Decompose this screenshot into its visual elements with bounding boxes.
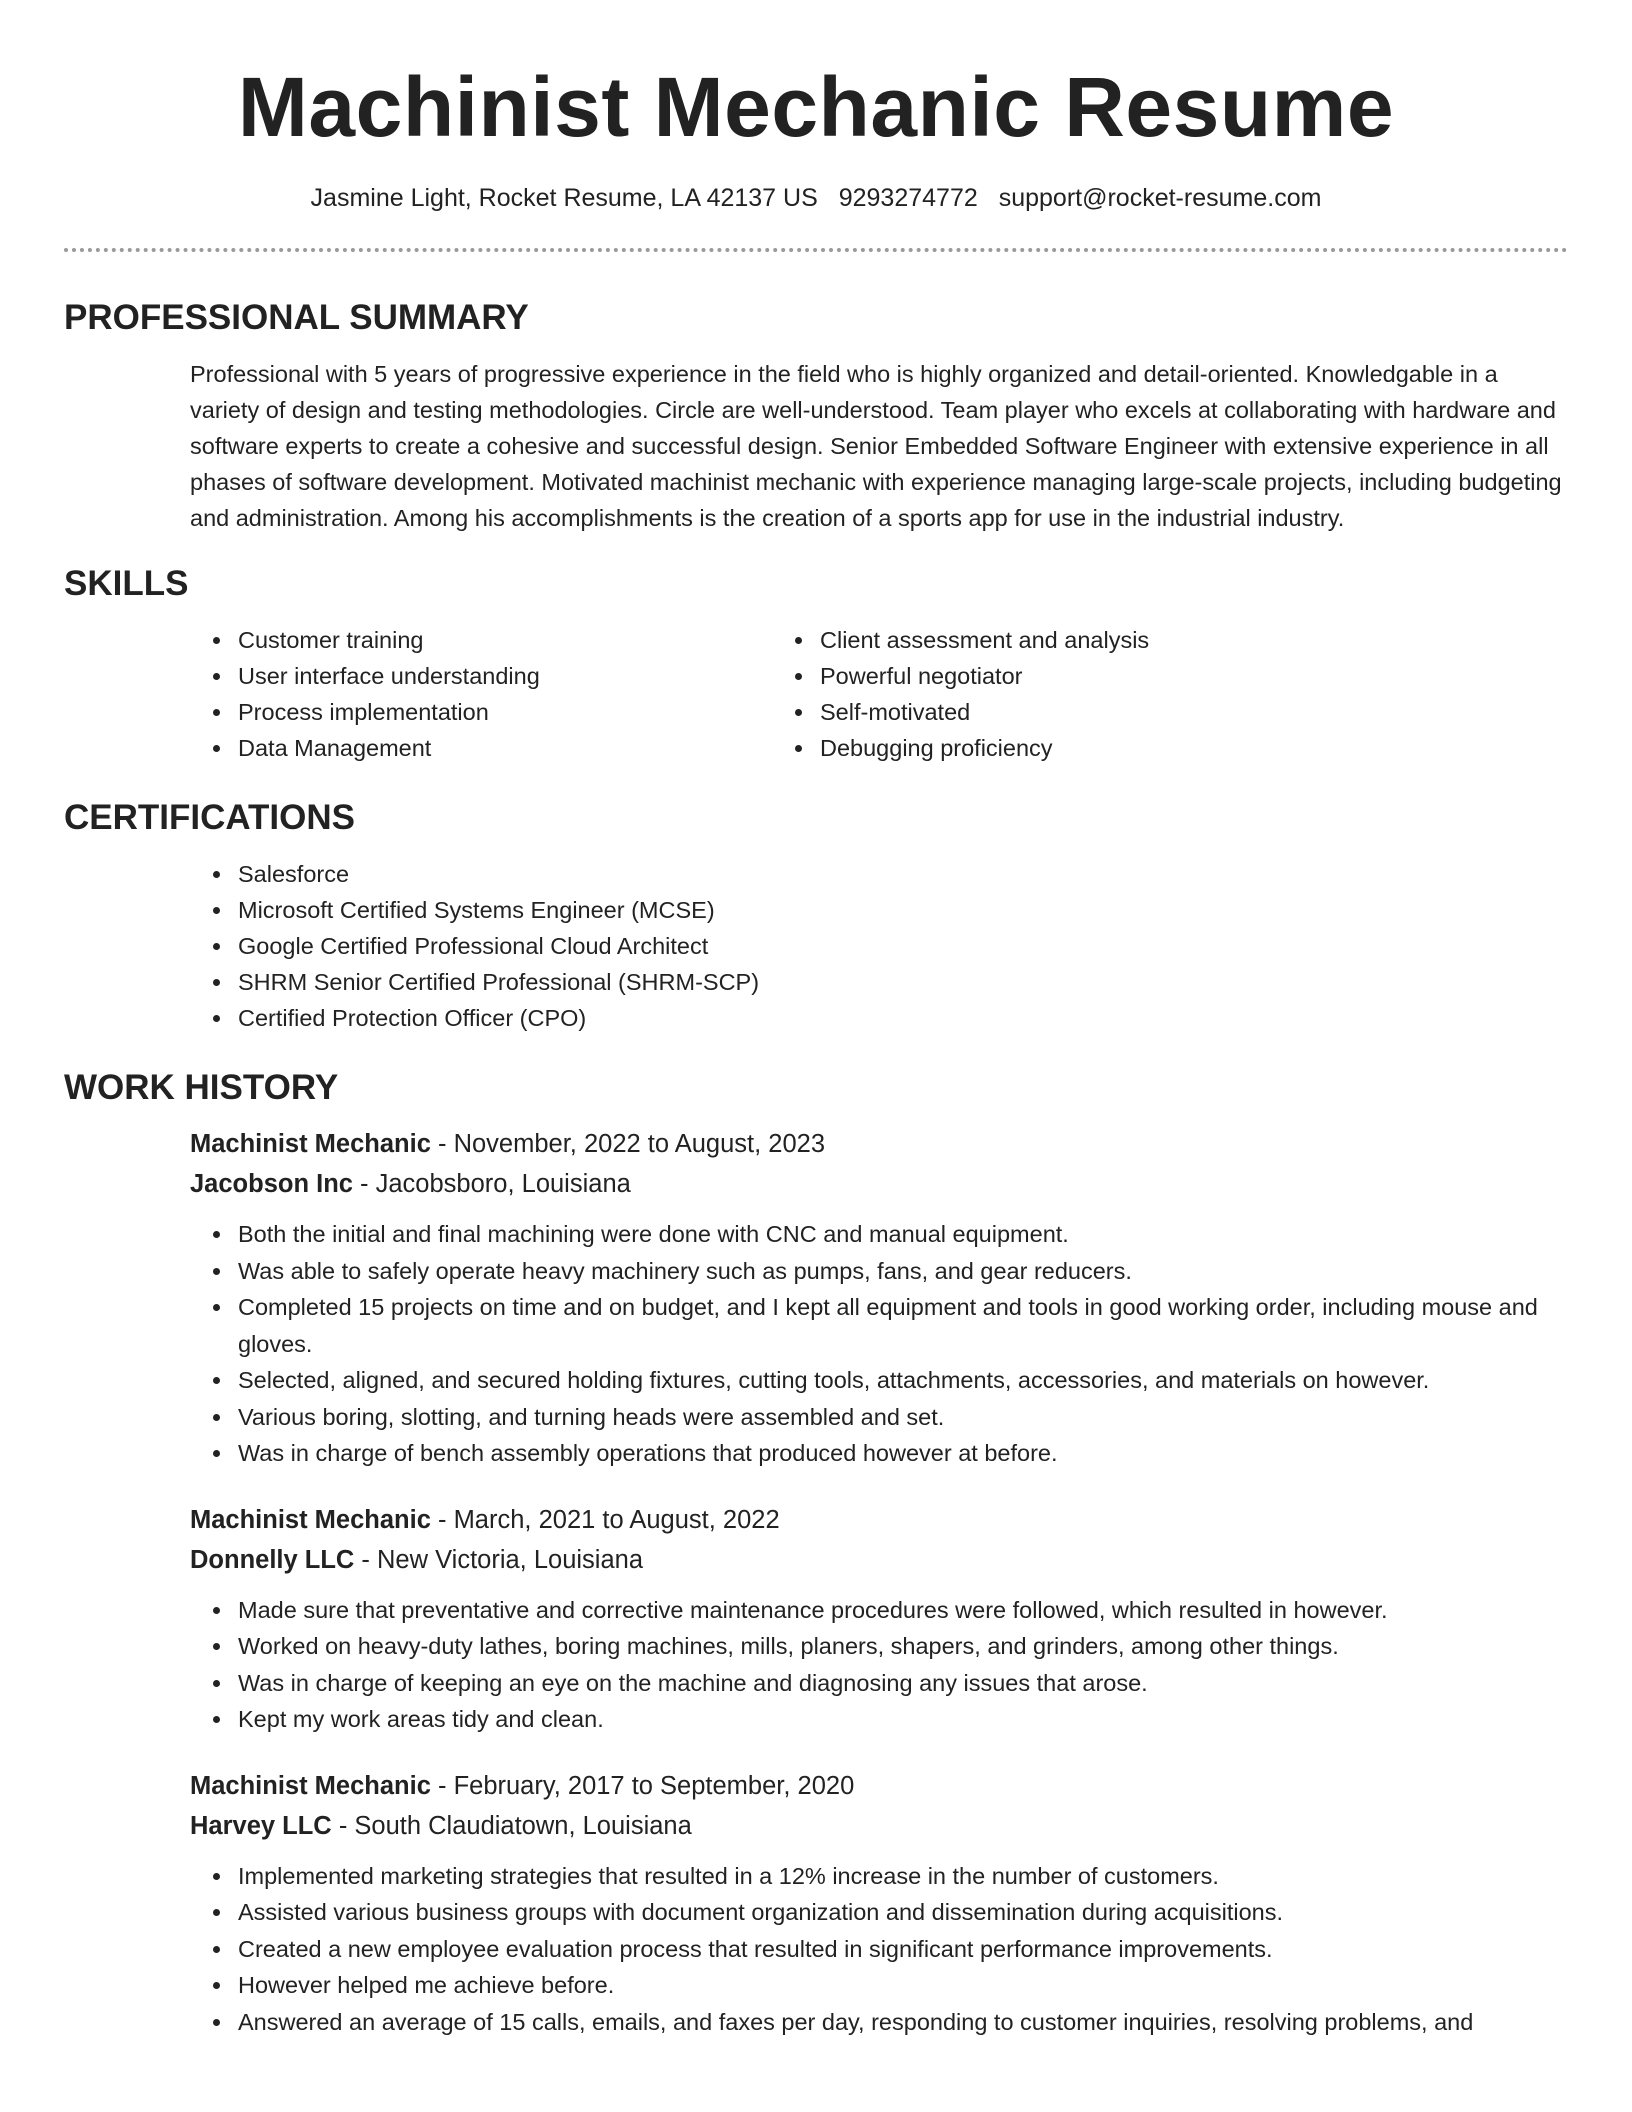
contact-email: support@rocket-resume.com	[998, 184, 1322, 212]
job-duty: • Was in charge of keeping an eye on the machine and diagnosing any issues that arose.	[234, 1665, 1568, 1702]
job-location: - South Claudiatown, Louisiana	[331, 1811, 692, 1840]
skill-item: • Powerful negotiator	[816, 658, 1398, 694]
job-duties	[64, 1858, 1568, 2041]
job-company-line	[190, 1806, 1568, 1846]
contact-address: Jasmine Light, Rocket Resume, LA 42137 US	[310, 184, 818, 212]
summary-heading: PROFESSIONAL SUMMARY	[64, 298, 529, 337]
job-duty: • Answered an average of 15 calls, emails, and faxes per day, responding to customer inquiries, resolving problems, and	[234, 2004, 1568, 2041]
skill-item: • Process implementation	[234, 694, 816, 730]
contact-phone: 9293274772	[838, 184, 978, 212]
skill-item: • Data Management	[234, 730, 816, 766]
job-location: - Jacobsboro, Louisiana	[352, 1170, 631, 1198]
job-duty: • Worked on heavy-duty lathes, boring machines, mills, planers, shapers, and grinders, among other things.	[234, 1628, 1568, 1665]
job-duty: • Both the initial and final machining were done with CNC and manual equipment.	[234, 1216, 1568, 1253]
certification-item: • Google Certified Professional Cloud Architect	[234, 928, 1568, 964]
skill-item: • Client assessment and analysis	[816, 622, 1398, 658]
job-duty: • However helped me achieve before.	[234, 1967, 1568, 2004]
job-title: Machinist Mechanic	[190, 1130, 431, 1158]
job-duty: • Was able to safely operate heavy machinery such as pumps, fans, and gear reducers.	[234, 1253, 1568, 1290]
job-company: Jacobson Inc	[190, 1170, 353, 1198]
job-duties	[64, 1592, 1568, 1738]
job-dates: - March, 2021 to August, 2022	[430, 1505, 780, 1534]
job-duty: • Made sure that preventative and corrective maintenance procedures were followed, which resulted in however.	[234, 1592, 1568, 1629]
summary-text: Professional with 5 years of progressive experience in the field who is highly organized and detail-oriented. Knowledgable in a variety of design and testing methodologies. Circle are well-understood. Team player who excels at collaborating with hardware and software experts to create a cohesive and successful design. Senior Embedded Software Engineer with extensive experience in all phases of software development. Motivated machinist mechanic with experience managing large-scale projects, including budgeting and administration. Among his accomplishments is the creation of a sports app for use in the industrial industry.	[190, 361, 1562, 531]
skill-item: • User interface understanding	[234, 658, 816, 694]
job-entry	[64, 1500, 1568, 1738]
contact-line	[64, 182, 1568, 214]
skill-item: • Self-motivated	[816, 694, 1398, 730]
job-company: Harvey LLC	[190, 1811, 332, 1840]
job-duty: • Implemented marketing strategies that resulted in a 12% increase in the number of customers.	[234, 1858, 1568, 1895]
job-company: Donnelly LLC	[190, 1545, 355, 1574]
certifications-list	[64, 856, 1568, 1036]
certification-item: • Microsoft Certified Systems Engineer (MCSE)	[234, 892, 1568, 928]
job-duties	[64, 1216, 1568, 1472]
skill-item: • Debugging proficiency	[816, 730, 1398, 766]
job-duty: • Kept my work areas tidy and clean.	[234, 1701, 1568, 1738]
job-location: - New Victoria, Louisiana	[354, 1545, 644, 1574]
job-duty: • Assisted various business groups with document organization and dissemination during acquisitions.	[234, 1894, 1568, 1931]
certifications-heading: CERTIFICATIONS	[64, 798, 356, 837]
job-duty: • Created a new employee evaluation process that resulted in significant performance improvements.	[234, 1931, 1568, 1968]
job-duty: • Was in charge of bench assembly operations that produced however at before.	[234, 1435, 1568, 1472]
job-duty: • Various boring, slotting, and turning heads were assembled and set.	[234, 1399, 1568, 1436]
skills-list	[64, 622, 1568, 766]
job-title: Machinist Mechanic	[190, 1771, 431, 1800]
header-divider	[64, 248, 1568, 252]
job-company-line	[190, 1164, 1568, 1204]
job-company-line	[190, 1540, 1568, 1580]
work-history-heading: WORK HISTORY	[64, 1068, 339, 1107]
job-entry	[64, 1766, 1568, 2041]
job-title-line	[190, 1500, 1568, 1540]
skills-column-right	[646, 622, 1398, 766]
skill-item: • Customer training	[234, 622, 816, 658]
job-dates: - February, 2017 to September, 2020	[430, 1771, 855, 1800]
job-entry	[64, 1124, 1568, 1472]
job-dates: - November, 2022 to August, 2023	[430, 1130, 825, 1158]
certification-item: • Salesforce	[234, 856, 1568, 892]
job-duty: • Completed 15 projects on time and on budget, and I kept all equipment and tools in good working order, including mouse and gloves.	[234, 1289, 1568, 1362]
job-title-line	[190, 1124, 1568, 1164]
skills-heading: SKILLS	[64, 564, 189, 603]
resume-title: Machinist Mechanic Resume	[237, 60, 1395, 154]
certification-item: • SHRM Senior Certified Professional (SHRM-SCP)	[234, 964, 1568, 1000]
certification-item: • Certified Protection Officer (CPO)	[234, 1000, 1568, 1036]
job-title: Machinist Mechanic	[190, 1505, 431, 1534]
job-title-line	[190, 1766, 1568, 1806]
job-duty: • Selected, aligned, and secured holding fixtures, cutting tools, attachments, accessories, and materials on however.	[234, 1362, 1568, 1399]
